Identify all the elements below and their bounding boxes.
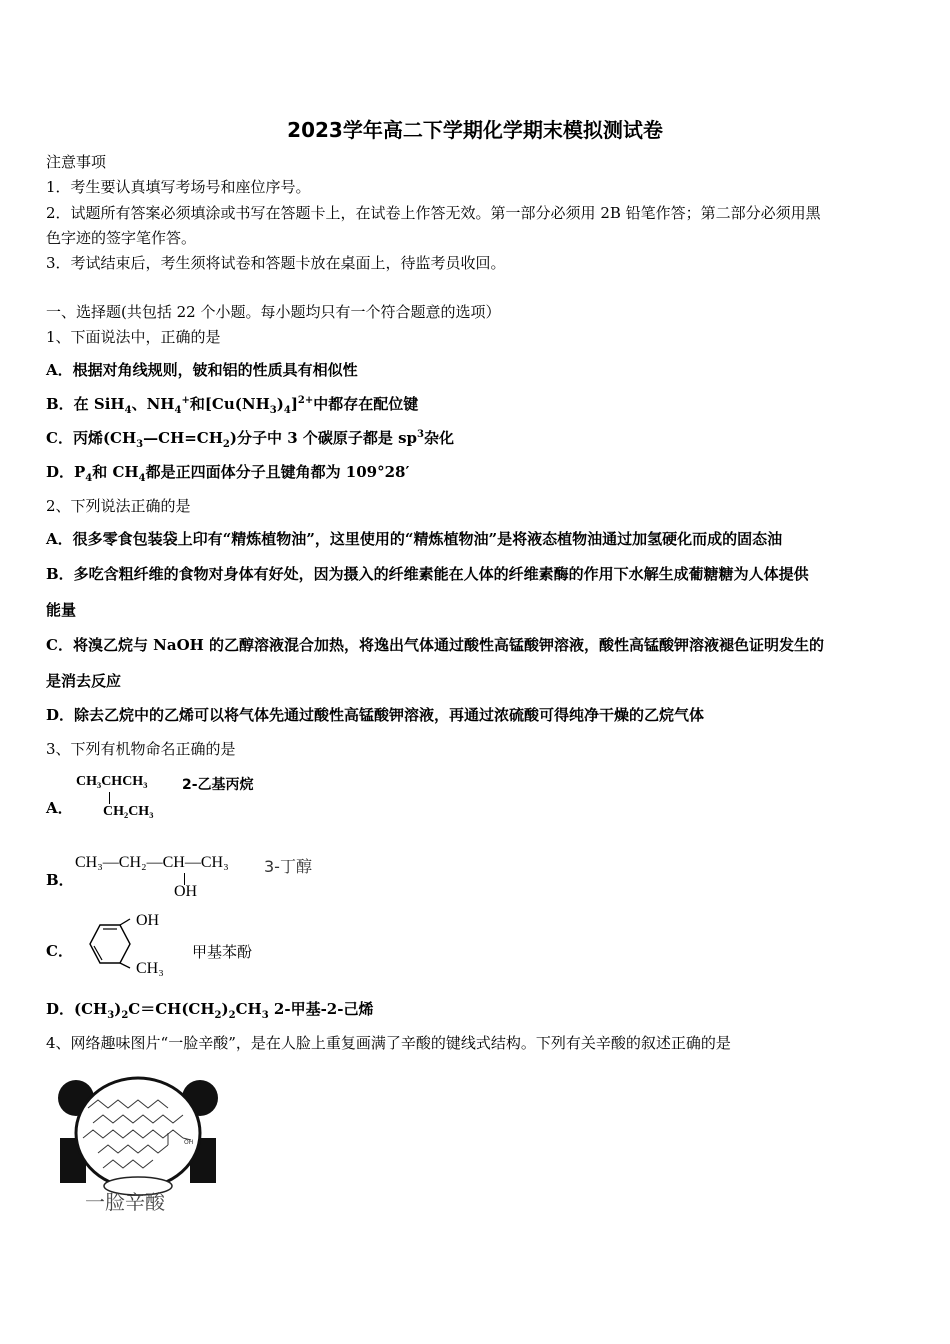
benzene-ring-icon [74, 918, 144, 974]
q3-stem: 3、下列有机物命名正确的是 [46, 740, 236, 758]
q3-option-a-label: A． [46, 799, 73, 817]
section-heading: 一、选择题(共包括 22 个小题。每小题均只有一个符合题意的选项） [46, 303, 501, 321]
svg-text:OH: OH [184, 1139, 194, 1146]
notice-item-3: 3．考试结束后，考生须将试卷和答题卡放在桌面上，待监考员收回。 [46, 254, 506, 272]
page-title: 2023学年高二下学期化学期末模拟测试卷 [287, 118, 663, 142]
q1-option-d: D．$P_4$和 $CH_4$都是正四面体分子且键角都为 109°28′ [46, 463, 410, 484]
q4-stem: 4、网络趣味图片“一脸辛酸”，是在人脸上重复画满了辛酸的键线式结构。下列有关辛酸的叙述正确的是 [46, 1034, 731, 1052]
panda-caption: 一脸辛酸 [85, 1190, 165, 1214]
q3-option-d: D．$(CH_3)_2C=CH(CH_2)_2CH_3$ 2-甲基-2-己烯 [46, 1000, 374, 1021]
q1-option-a: A．根据对角线规则，铍和铝的性质具有相似性 [46, 361, 358, 379]
q3-a-name: 2-乙基丙烷 [182, 777, 254, 793]
q3-a-formula-top: CH₃CHCH₃ [76, 774, 148, 789]
q3-b-oh: OH [174, 883, 198, 900]
notice-item-2a: 2．试题所有答案必须填涂或书写在答题卡上，在试卷上作答无效。第一部分必须用 2B 铅笔作答；第二部分必须用黑 [46, 204, 821, 222]
q1-option-c: C．丙烯$(CH_3—CH=CH_2)$分子中 3 个碳原子都是 $sp^3$杂化 [46, 429, 455, 450]
q2-stem: 2、下列说法正确的是 [46, 497, 191, 515]
notice-heading: 注意事项 [46, 153, 107, 171]
q1-stem: 1、下面说法中，正确的是 [46, 328, 221, 346]
q2-option-b-line1: B．多吃含粗纤维的食物对身体有好处，因为摄入的纤维素能在人体的纤维素酶的作用下水解生成葡糖糖为人体提供 [46, 565, 809, 583]
q2-option-a: A．很多零食包装袋上印有“精炼植物油”，这里使用的“精炼植物油”是将液态植物油通过加氢硬化而成的固态油 [46, 530, 783, 548]
q3-c-ch3: CH₃ [136, 960, 164, 977]
q3-option-c-label: C． [46, 942, 73, 960]
q3-b-chain: CH₃—CH₂—CH—CH₃ [75, 854, 229, 871]
q2-option-d: D．除去乙烷中的乙烯可以将气体先通过酸性高锰酸钾溶液，再通过浓硫酸可得纯净干燥的乙烷气体 [46, 706, 705, 724]
q2-option-c-line1: C．将溴乙烷与 NaOH 的乙醇溶液混合加热，将逸出气体通过酸性高锰酸钾溶液，酸性高锰酸钾溶液褪色证明发生的 [46, 636, 825, 654]
q3-option-b-label: B． [46, 871, 74, 889]
q3-c-name: 甲基苯酚 [192, 943, 253, 961]
q2-option-b-line2: 能量 [46, 601, 77, 619]
q1-option-b: B．在 SiH$_4$、$NH_4^+$和$[Cu(NH_3)_4]^{2+}$中都存在配位键 [46, 395, 419, 416]
notice-item-1: 1．考生要认真填写考场号和座位序号。 [46, 178, 311, 196]
q3-b-name: 3-丁醇 [264, 857, 312, 876]
notice-item-2b: 色字迹的签字笔作答。 [46, 229, 197, 247]
q2-option-c-line2: 是消去反应 [46, 672, 122, 690]
q3-a-formula-bottom: CH₂CH₃ [103, 804, 154, 819]
q3-a-bond [109, 792, 110, 804]
q3-c-oh: OH [136, 912, 160, 929]
